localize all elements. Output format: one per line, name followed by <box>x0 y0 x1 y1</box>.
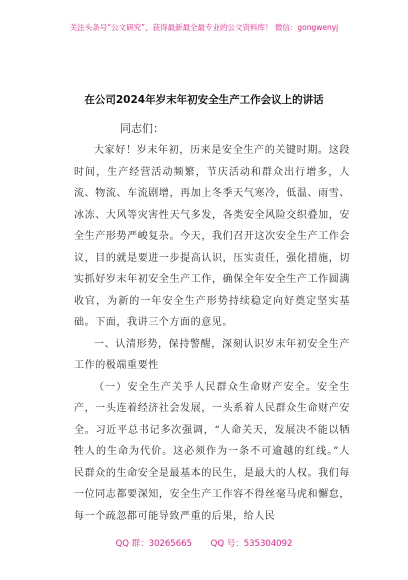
footer-contact <box>0 537 408 549</box>
salutation: 同志们： <box>120 122 164 135</box>
footer-qq-group: QQ 群：30265665 <box>115 539 192 549</box>
header-promo-note: 关注头条号“公文研究”，获得最新最全最专业的公文资料库！ 微信：gongwenyj <box>69 23 339 32</box>
paragraph-intro: 大家好！岁末年初，历来是安全生产的关键时期。这段时间，生产经营活动频繁，节庆活动和群众出行增多，人流、物流、车流剧增，再加上冬季天气寒冷，低温、雨雪、冰冻、大风等灾害性天气多发，各类安全风险交织叠加，安全生产形势严峻复杂。今天，我们召开这次安全生产工作会议，目的就是要进一步提高认识，压实责任，强化措施，切实抓好岁末年初安全生产工作，确保全年安全生产工作圆满收官，为新的一年安全生产形势持续稳定向好奠定坚实基础。下面，我讲三个方面的意见。 <box>74 145 350 328</box>
footer-qq-number: QQ 号：535304092 <box>210 539 293 549</box>
document-body <box>74 140 350 527</box>
paragraph-1-1: （一）安全生产关乎人民群众生命财产安全。安全生产，一头连着经济社会发展，一头系着人民群众生命财产安全。习近平总书记多次强调，“人命关天，发展决不能以牺牲人的生命为代价。这必须作为一条不可逾越的红线。”人民群众的生命安全是最基本的民生，是最大的人权。我们每一位同志都要深知，安全生产工作容不得丝毫马虎和懈怠，每一个疏忽都可能导致严重的后果，给人民 <box>74 381 350 522</box>
section-heading-1: 一、认清形势，保持警醒，深刻认识岁末年初安全生产工作的极端重要性 <box>74 338 350 371</box>
document-title: 在公司2024年岁末年初安全生产工作会议上的讲话 <box>84 94 324 106</box>
